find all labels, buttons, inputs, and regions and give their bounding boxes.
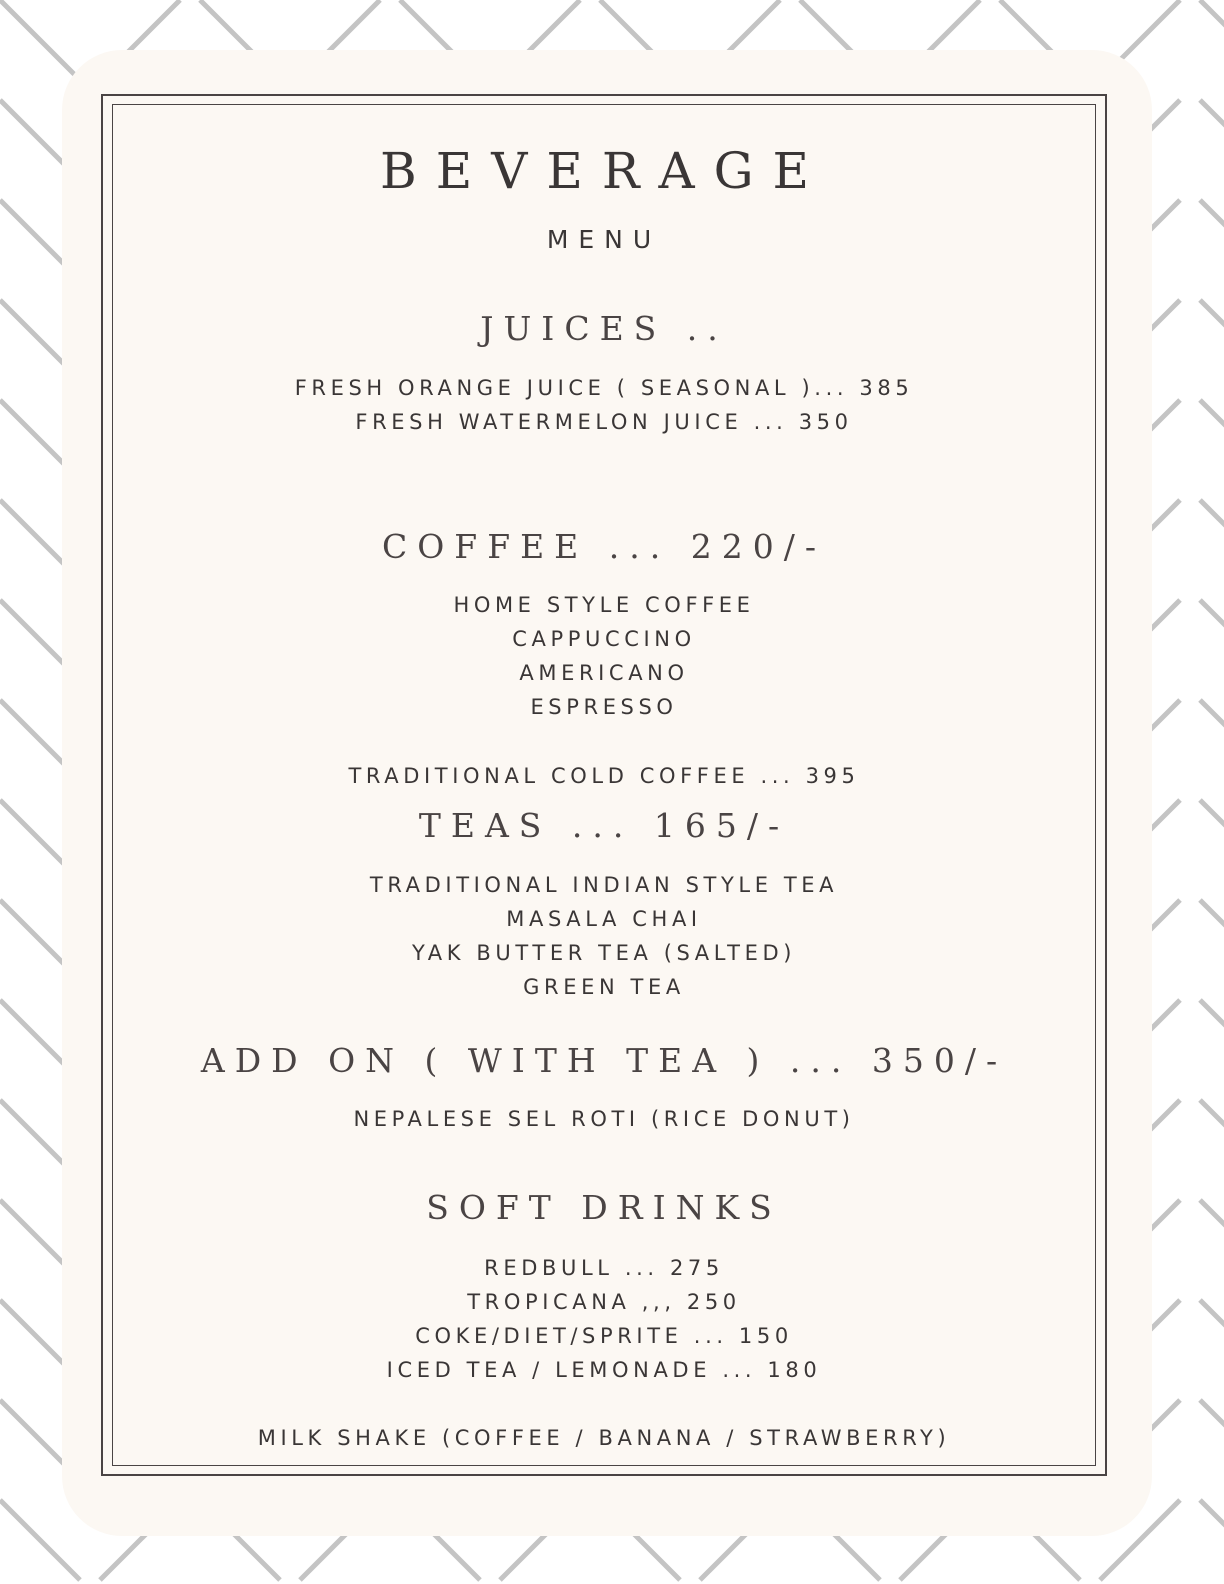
- menu-item-cold-coffee: TRADITIONAL COLD COFFEE ... 395: [348, 764, 860, 788]
- pattern-line: [1200, 400, 1224, 480]
- menu-item-milk-shake: MILK SHAKE (COFFEE / BANANA / STRAWBERRY): [257, 1426, 951, 1450]
- menu-item: CAPPUCCINO: [512, 627, 696, 651]
- pattern-line: [1200, 1300, 1224, 1380]
- pattern-line: [1200, 1500, 1224, 1580]
- pattern-line: [1200, 800, 1224, 880]
- pattern-line: [1200, 300, 1224, 380]
- pattern-line: [1200, 500, 1224, 580]
- menu-title: BEVERAGE: [379, 142, 829, 200]
- menu-item: ICED TEA / LEMONADE ... 180: [386, 1358, 822, 1382]
- menu-item: TROPICANA ,,, 250: [467, 1290, 741, 1314]
- pattern-line: [1200, 100, 1224, 180]
- pattern-line: [1200, 600, 1224, 680]
- menu-item: MASALA CHAI: [506, 907, 702, 931]
- section-heading-juices: JUICES ..: [480, 309, 728, 348]
- menu-item: FRESH ORANGE JUICE ( SEASONAL )... 385: [294, 376, 914, 400]
- pattern-line: [1200, 700, 1224, 780]
- pattern-line: [1200, 1000, 1224, 1080]
- pattern-line: [1200, 200, 1224, 280]
- menu-item: HOME STYLE COFFEE: [453, 593, 755, 617]
- menu-item: ESPRESSO: [530, 695, 678, 719]
- pattern-line: [1200, 1100, 1224, 1180]
- section-heading-soft-drinks: SOFT DRINKS: [426, 1188, 782, 1227]
- pattern-line: [1200, 0, 1224, 80]
- section-heading-add-on: ADD ON ( WITH TEA ) ... 350/-: [200, 1041, 1008, 1080]
- menu-item: GREEN TEA: [523, 975, 685, 999]
- pattern-line: [0, 1500, 80, 1580]
- menu-item: NEPALESE SEL ROTI (RICE DONUT): [353, 1107, 855, 1131]
- menu-item: COKE/DIET/SPRITE ... 150: [415, 1324, 793, 1348]
- menu-item: TRADITIONAL INDIAN STYLE TEA: [369, 873, 839, 897]
- menu-item: REDBULL ... 275: [484, 1256, 724, 1280]
- pattern-line: [1200, 1200, 1224, 1280]
- section-heading-coffee: COFFEE ... 220/-: [382, 527, 826, 566]
- pattern-line: [1200, 1400, 1224, 1480]
- menu-item: FRESH WATERMELON JUICE ... 350: [355, 410, 853, 434]
- pattern-line: [1200, 900, 1224, 980]
- pattern-line: [0, 0, 80, 80]
- menu-item: AMERICANO: [519, 661, 689, 685]
- section-heading-teas: TEAS ... 165/-: [418, 806, 790, 845]
- menu-item: YAK BUTTER TEA (SALTED): [411, 941, 797, 965]
- menu-subtitle: MENU: [546, 225, 662, 254]
